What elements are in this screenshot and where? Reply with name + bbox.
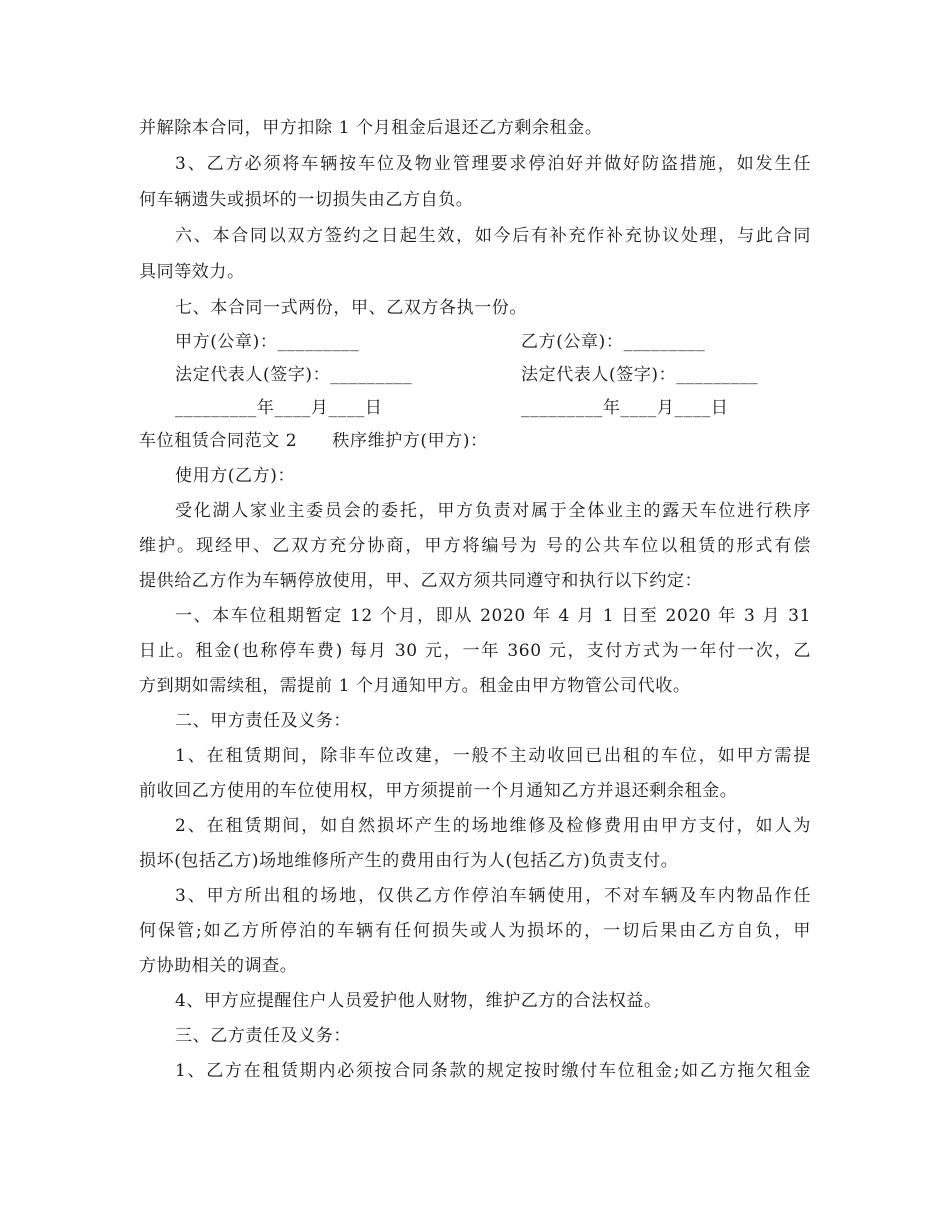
party-a-rep-field: 法定代表人(签字)：_________ bbox=[175, 365, 413, 385]
paragraph-line: 何保管;如乙方所停泊的车辆有任何损失或人为损坏的，一切后果由乙方自负，甲 bbox=[139, 921, 811, 941]
paragraph-line: 日止。租金(也称停车费) 每月 30 元，一年 360 元，支付方式为一年付一次，乙 bbox=[139, 641, 811, 661]
paragraph-line: 并解除本合同，甲方扣除 1 个月租金后退还乙方剩余租金。 bbox=[139, 118, 603, 138]
paragraph-line: 3、甲方所出租的场地，仅供乙方作停泊车辆使用，不对车辆及车内物品作任 bbox=[175, 886, 811, 906]
paragraph-line: 何车辆遗失或损坏的一切损失由乙方自负。 bbox=[139, 190, 474, 210]
paragraph-line: 六、本合同以双方签约之日起生效，如今后有补充作补充协议处理，与此合同 bbox=[175, 226, 811, 246]
paragraph-line: 3、乙方必须将车辆按车位及物业管理要求停泊好并做好防盗措施，如发生任 bbox=[175, 154, 811, 174]
section-subheading: 三、乙方责任及义务： bbox=[175, 1026, 351, 1046]
paragraph-line: 维护。现经甲、乙双方充分协商，甲方将编号为 号的公共车位以租赁的形式有偿 bbox=[139, 536, 811, 556]
party-b-seal-field: 乙方(公章)：_________ bbox=[521, 332, 706, 352]
paragraph-line: 1、乙方在租赁期内必须按合同条款的规定按时缴付车位租金;如乙方拖欠租金 bbox=[175, 1061, 811, 1081]
user-party-line: 使用方(乙方)： bbox=[175, 466, 296, 486]
paragraph-line: 七、本合同一式两份，甲、乙双方各执一份。 bbox=[175, 298, 527, 318]
section-heading: 车位租赁合同范文 2 秩序维护方(甲方)： bbox=[139, 431, 488, 451]
paragraph-line: 2、在租赁期间，如自然损坏产生的场地维修及检修费用由甲方支付，如人为 bbox=[175, 816, 811, 836]
paragraph-line: 受化湖人家业主委员会的委托，甲方负责对属于全体业主的露天车位进行秩序 bbox=[175, 501, 811, 521]
paragraph-line: 前收回乙方使用的车位使用权，甲方须提前一个月通知乙方并退还剩余租金。 bbox=[139, 781, 738, 801]
paragraph-line: 方协助相关的调查。 bbox=[139, 956, 298, 976]
paragraph-line: 方到期如需续租，需提前 1 个月通知甲方。租金由甲方物管公司代收。 bbox=[139, 676, 691, 696]
paragraph-line: 具同等效力。 bbox=[139, 262, 245, 282]
party-a-date-field: _________年____月____日 bbox=[175, 398, 383, 418]
paragraph-line: 1、在租赁期间，除非车位改建，一般不主动收回已出租的车位，如甲方需提 bbox=[175, 746, 811, 766]
paragraph-line: 损坏(包括乙方)场地维修所产生的费用由行为人(包括乙方)负责支付。 bbox=[139, 851, 679, 871]
party-b-date-field: _________年____月____日 bbox=[521, 398, 729, 418]
section-subheading: 二、甲方责任及义务： bbox=[175, 711, 351, 731]
paragraph-line: 提供给乙方作为车辆停放使用，甲、乙双方须共同遵守和执行以下约定： bbox=[139, 571, 703, 591]
paragraph-line: 4、甲方应提醒住户人员爱护他人财物，维护乙方的合法权益。 bbox=[175, 991, 662, 1011]
party-b-rep-field: 法定代表人(签字)：_________ bbox=[521, 365, 759, 385]
paragraph-line: 一、本车位租期暂定 12 个月，即从 2020 年 4 月 1 日至 2020 年 3 月 31 bbox=[175, 606, 811, 626]
party-a-seal-field: 甲方(公章)：_________ bbox=[175, 332, 360, 352]
